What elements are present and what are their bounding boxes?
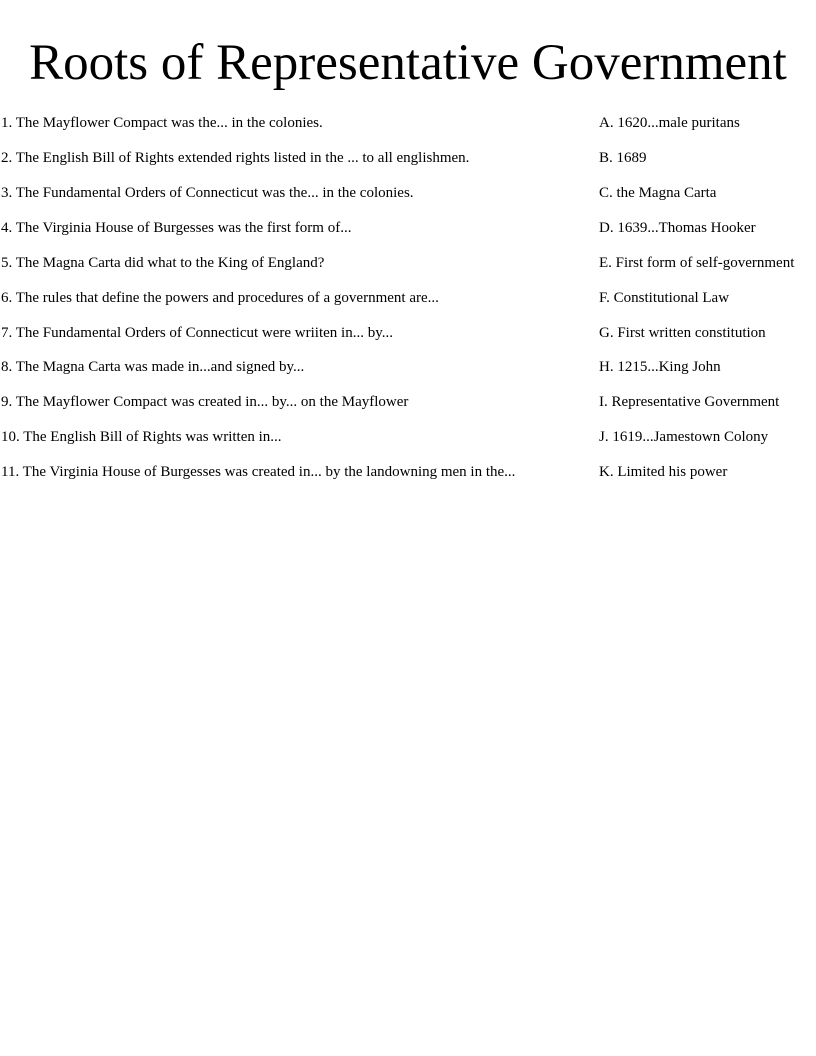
answer-text: J. 1619...Jamestown Colony	[599, 429, 769, 445]
question-text: 3. The Fundamental Orders of Connecticut was the... in the colonies.	[1, 185, 414, 201]
matching-row	[0, 183, 816, 218]
matching-row	[0, 113, 816, 148]
matching-row	[0, 253, 816, 288]
matching-row	[0, 392, 816, 427]
question-text: 2. The English Bill of Rights extended rights listed in the ... to all englishmen.	[1, 150, 470, 166]
matching-row	[0, 148, 816, 183]
matching-row	[0, 427, 816, 462]
question-text: 1. The Mayflower Compact was the... in the colonies.	[1, 115, 323, 131]
question-text: 6. The rules that define the powers and procedures of a government are...	[1, 290, 439, 306]
answer-text: E. First form of self-government	[599, 255, 795, 271]
page-title: Roots of Representative Government	[29, 35, 787, 91]
matching-row	[0, 323, 816, 358]
matching-row	[0, 357, 816, 392]
question-text: 10. The English Bill of Rights was written in...	[1, 429, 282, 445]
question-text: 4. The Virginia House of Burgesses was the first form of...	[1, 220, 352, 236]
matching-row	[0, 462, 816, 497]
answer-text: K. Limited his power	[599, 464, 728, 480]
answer-text: C. the Magna Carta	[599, 185, 717, 201]
answer-text: I. Representative Government	[599, 394, 780, 410]
question-text: 5. The Magna Carta did what to the King of England?	[1, 255, 325, 271]
question-text: 7. The Fundamental Orders of Connecticut were wriiten in... by...	[1, 325, 393, 341]
question-text: 8. The Magna Carta was made in...and signed by...	[1, 359, 305, 375]
answer-text: A. 1620...male puritans	[599, 115, 740, 131]
answer-text: H. 1215...King John	[599, 359, 721, 375]
question-text: 9. The Mayflower Compact was created in... by... on the Mayflower	[1, 394, 409, 410]
question-text: 11. The Virginia House of Burgesses was created in... by the landowning men in the...	[1, 464, 516, 480]
answer-text: G. First written constitution	[599, 325, 766, 341]
answer-text: F. Constitutional Law	[599, 290, 730, 306]
answer-text: B. 1689	[599, 150, 647, 166]
answer-text: D. 1639...Thomas Hooker	[599, 220, 756, 236]
matching-row	[0, 288, 816, 323]
matching-row	[0, 218, 816, 253]
